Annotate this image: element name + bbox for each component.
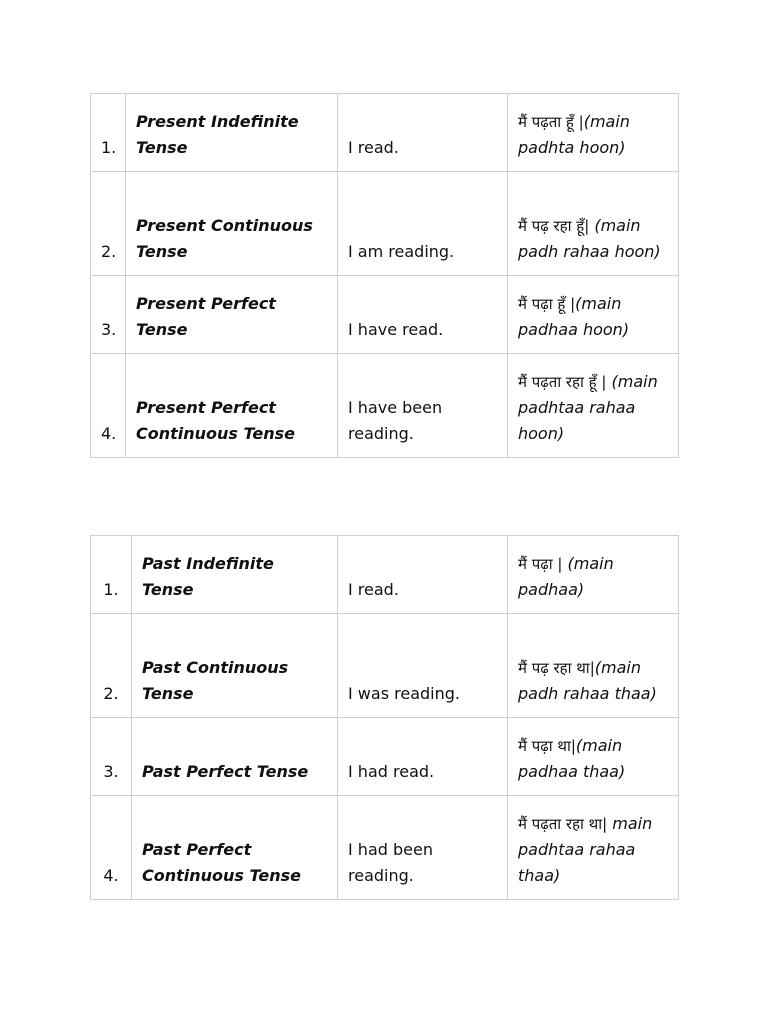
row-number: 2. xyxy=(101,242,117,261)
tense-name: Past Indefinite Tense xyxy=(132,536,338,614)
english-sentence: I read. xyxy=(338,94,508,172)
hindi-translation xyxy=(508,718,679,796)
row-number: 4. xyxy=(91,796,132,900)
hindi-text: मैं पढ़ता रहा था| xyxy=(518,815,608,833)
past-tense-table xyxy=(90,535,679,900)
english-sentence: I have been reading. xyxy=(338,354,508,458)
table-row xyxy=(91,276,679,354)
hindi-translation xyxy=(508,796,679,900)
english-sentence: I have read. xyxy=(338,276,508,354)
transliteration: (main padhta hoon) xyxy=(518,112,630,157)
tense-name: Past Perfect Tense xyxy=(132,718,338,796)
table-row xyxy=(91,536,679,614)
row-number: 2. xyxy=(91,614,132,718)
hindi-translation xyxy=(508,276,679,354)
hindi-text: मैं पढ़ता हूँ | xyxy=(518,113,584,131)
hindi-translation xyxy=(508,536,679,614)
hindi-text: मैं पढ़ रहा था| xyxy=(518,659,595,677)
english-sentence: I had read. xyxy=(338,718,508,796)
hindi-text: मैं पढ़ा हूँ | xyxy=(518,295,576,313)
hindi-translation xyxy=(508,172,679,276)
hindi-translation xyxy=(508,354,679,458)
table-row xyxy=(91,354,679,458)
transliteration: main padhtaa rahaa thaa) xyxy=(518,814,653,885)
english-sentence: I was reading. xyxy=(338,614,508,718)
tense-name: Past Continuous Tense xyxy=(132,614,338,718)
present-tense-table xyxy=(90,93,679,458)
transliteration: (main padhaa) xyxy=(518,554,614,599)
tense-name: Past Perfect Continuous Tense xyxy=(132,796,338,900)
table-row xyxy=(91,614,679,718)
transliteration: (main padh rahaa hoon) xyxy=(518,216,661,261)
row-number: 3. xyxy=(91,718,132,796)
hindi-text: मैं पढ़ता रहा हूँ | xyxy=(518,373,607,391)
hindi-translation xyxy=(508,614,679,718)
english-sentence: I am reading. xyxy=(338,172,508,276)
table-row xyxy=(91,94,679,172)
tense-name: Present Continuous Tense xyxy=(126,172,338,276)
tense-name: Present Perfect Continuous Tense xyxy=(126,354,338,458)
english-sentence: I read. xyxy=(338,536,508,614)
hindi-translation xyxy=(508,94,679,172)
hindi-text: मैं पढ़ रहा हूँ| xyxy=(518,217,590,235)
tense-name: Present Perfect Tense xyxy=(126,276,338,354)
hindi-text: मैं पढ़ा | xyxy=(518,555,563,573)
tense-name: Present Indefinite Tense xyxy=(126,94,338,172)
transliteration: (main padhaa hoon) xyxy=(518,294,630,339)
row-number: 1. xyxy=(91,536,132,614)
row-number: 4. xyxy=(101,424,117,443)
row-number: 3. xyxy=(101,320,117,339)
transliteration: (main padhtaa rahaa hoon) xyxy=(518,372,658,443)
table-row xyxy=(91,718,679,796)
english-sentence: I had been reading. xyxy=(338,796,508,900)
row-number: 1. xyxy=(101,138,117,157)
transliteration: (main padhaa thaa) xyxy=(518,736,626,781)
hindi-text: मैं पढ़ा था| xyxy=(518,737,576,755)
table-row xyxy=(91,796,679,900)
table-row xyxy=(91,172,679,276)
transliteration: (main padh rahaa thaa) xyxy=(518,658,657,703)
